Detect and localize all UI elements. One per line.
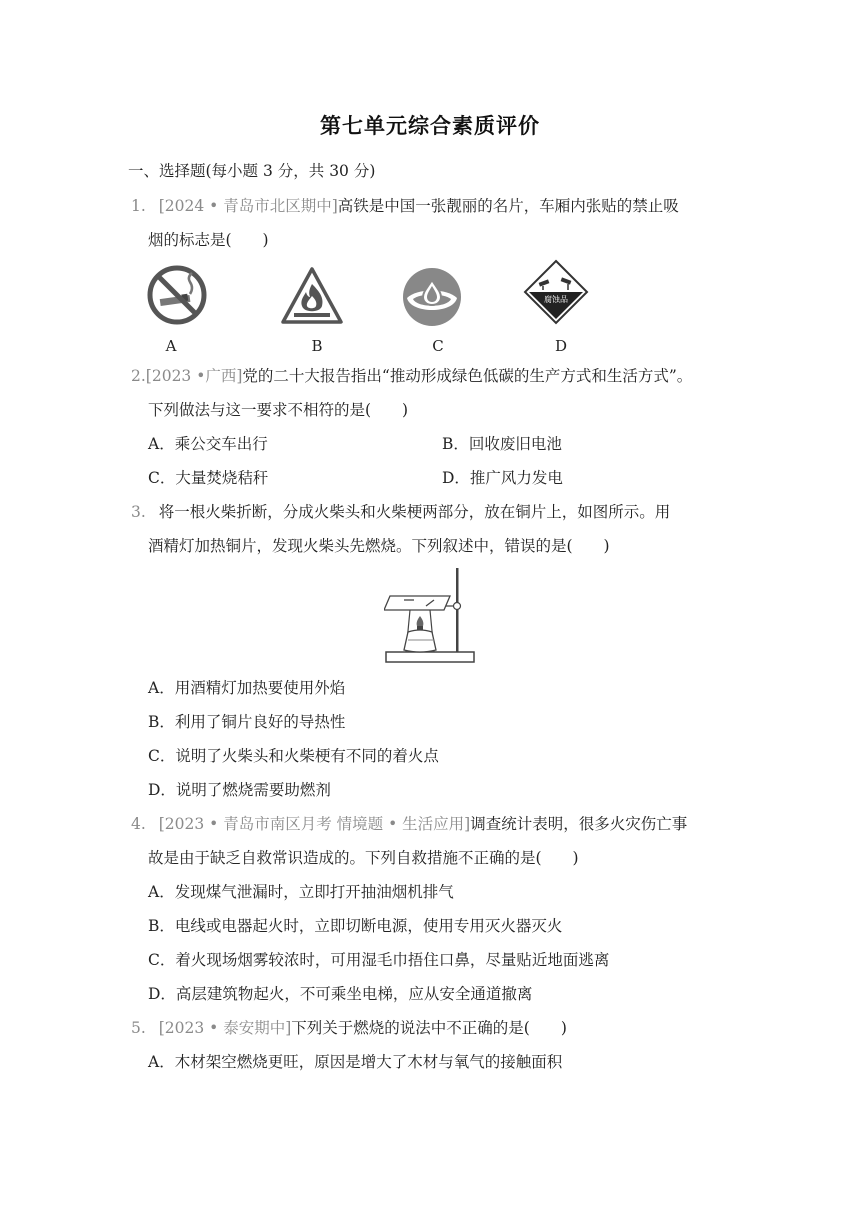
option-b: B．回收废旧电池 (442, 435, 562, 453)
option-label-c: C (432, 337, 444, 355)
corrosive-icon (523, 259, 589, 325)
question-text: 高铁是中国一张靓丽的名片，车厢内张贴的禁止吸 (337, 197, 679, 215)
option-c: C．着火现场烟雾较浓时，可用湿毛巾捂住口鼻，尽量贴近地面逃离 (148, 951, 610, 969)
option-label-b: B (311, 337, 323, 355)
question-source: [2023 • 泰安期中] (158, 1019, 292, 1037)
flammable-icon (280, 266, 344, 326)
corrosive-label: 腐蚀品 (544, 295, 568, 304)
question-source: [2023 •广西] (145, 367, 243, 385)
question-1-line-1 (131, 195, 679, 217)
option-d: D．推广风力发电 (442, 469, 563, 487)
question-number: 2. (131, 367, 146, 385)
question-5-line-1 (131, 1017, 567, 1039)
section-heading: 一、选择题(每小题 3 分，共 30 分) (128, 162, 376, 180)
option-label-d: D (554, 337, 568, 355)
question-number: 5. (131, 1019, 146, 1037)
alcohol-lamp-apparatus-diagram (384, 566, 476, 664)
question-number: 1. (131, 197, 146, 215)
option-d: D．高层建筑物起火，不可乘坐电梯，应从安全通道撤离 (148, 985, 533, 1003)
question-4-line-1 (131, 813, 687, 835)
question-1-line-2: 烟的标志是( ) (148, 231, 269, 249)
option-b: B．电线或电器起火时，立即切断电源，使用专用灭火器灭火 (148, 917, 563, 935)
question-source: [2023 • 青岛市南区月考 情境题 • 生活应用] (158, 815, 471, 833)
option-c: C．说明了火柴头和火柴梗有不同的着火点 (148, 747, 439, 765)
question-2-line-1 (131, 365, 692, 387)
question-4-line-2: 故是由于缺乏自救常识造成的。下列自救措施不正确的是( ) (148, 849, 579, 867)
option-a: A．乘公交车出行 (148, 435, 268, 453)
question-2-line-2: 下列做法与这一要求不相符的是( ) (148, 401, 409, 419)
question-text: 将一根火柴折断，分成火柴头和火柴梗两部分，放在铜片上，如图所示。用 (158, 503, 671, 521)
question-source: [2024 • 青岛市北区期中] (158, 197, 338, 215)
option-a: A．发现煤气泄漏时，立即打开抽油烟机排气 (148, 883, 454, 901)
water-saving-icon (401, 266, 463, 328)
question-number: 3. (131, 503, 146, 521)
option-d: D．说明了燃烧需要助燃剂 (148, 781, 331, 799)
question-3-line-2: 酒精灯加热铜片，发现火柴头先燃烧。下列叙述中，错误的是( ) (148, 537, 610, 555)
option-c: C．大量焚烧秸秆 (148, 469, 269, 487)
page-title: 第七单元综合素质评价 (320, 114, 540, 138)
question-number: 4. (131, 815, 146, 833)
no-smoking-icon (146, 264, 208, 326)
question-text: 调查统计表明，很多火灾伤亡事 (470, 815, 688, 833)
option-a: A．木材架空燃烧更旺，原因是增大了木材与氧气的接触面积 (148, 1053, 563, 1071)
option-b: B．利用了铜片良好的导热性 (148, 713, 346, 731)
option-label-a: A (165, 337, 177, 355)
question-3-line-1 (131, 501, 670, 523)
option-a: A．用酒精灯加热要使用外焰 (148, 679, 346, 697)
question-text: 下列关于燃烧的说法中不正确的是( ) (291, 1019, 567, 1037)
question-text: 党的二十大报告指出“推动形成绿色低碳的生产方式和生活方式”。 (242, 367, 693, 385)
